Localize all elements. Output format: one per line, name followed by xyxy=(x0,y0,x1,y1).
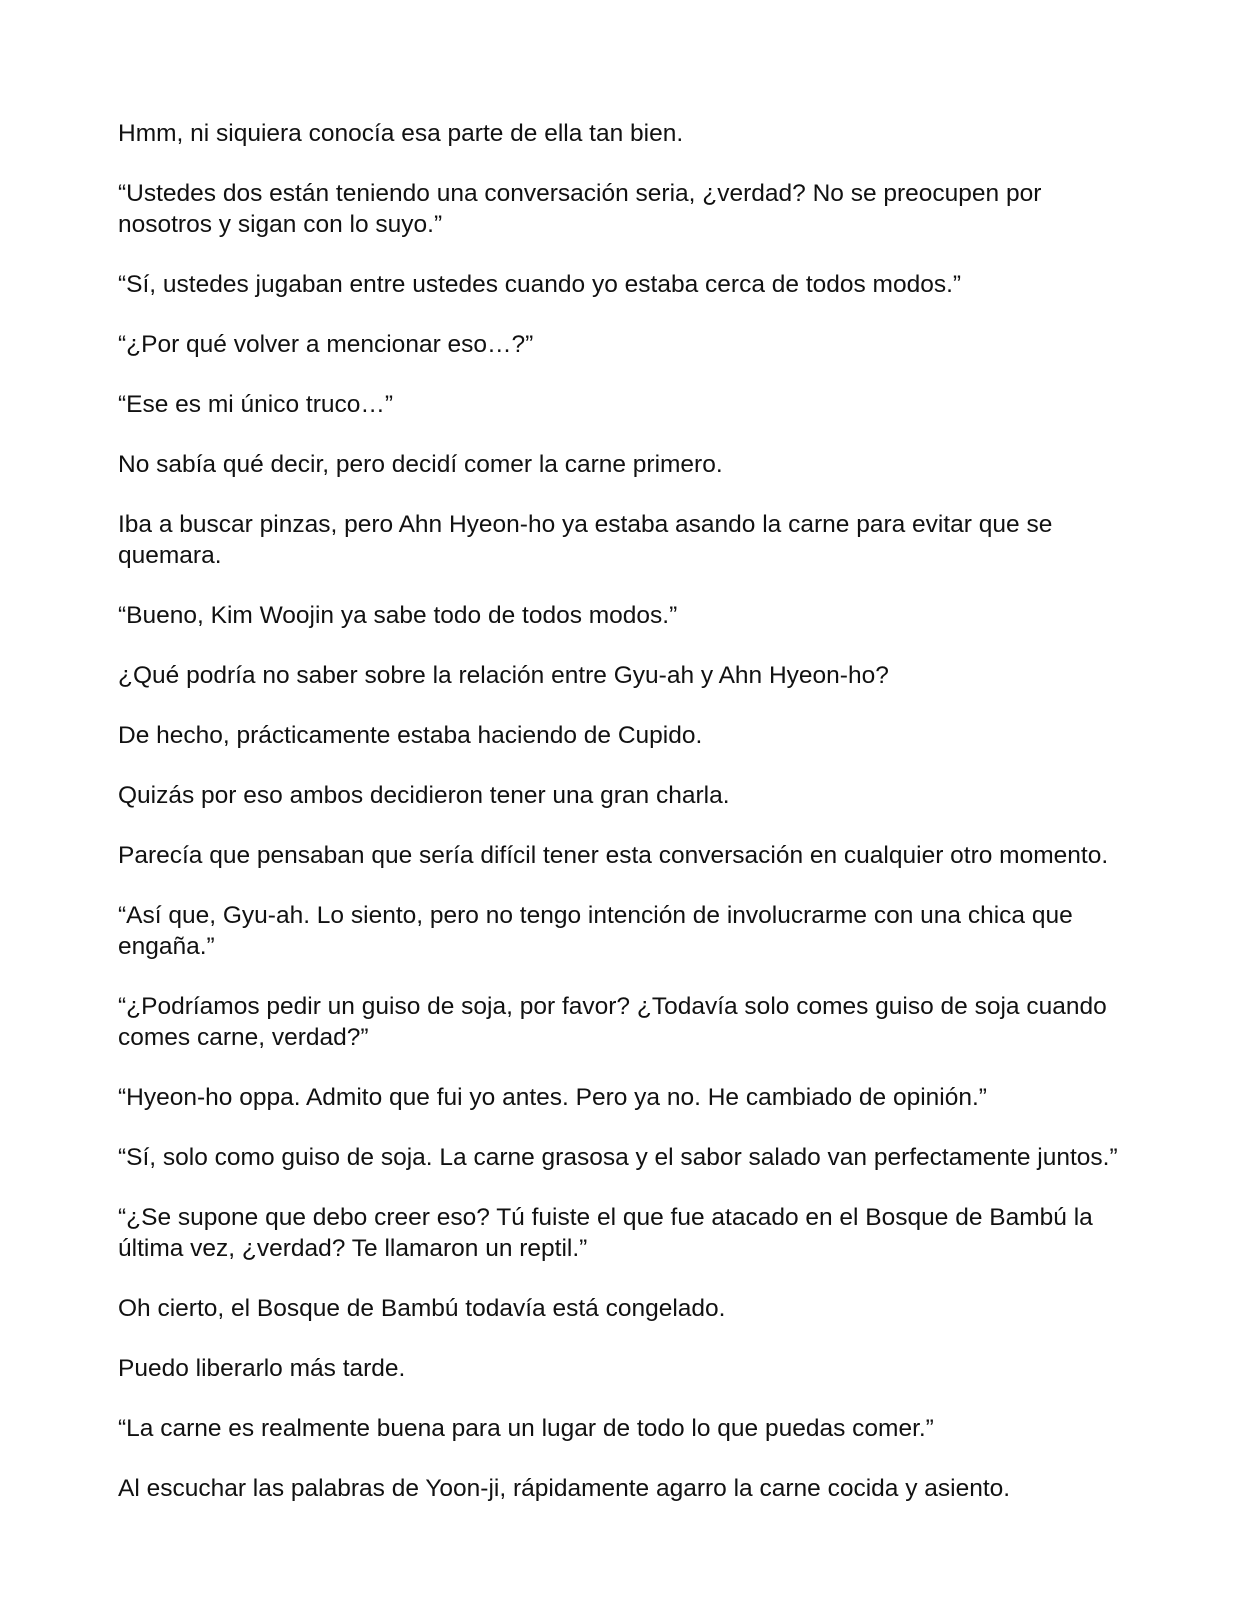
paragraph: Hmm, ni siquiera conocía esa parte de ella tan bien. xyxy=(118,120,684,147)
paragraph: “Ese es mi único truco…” xyxy=(118,391,394,418)
paragraph: De hecho, prácticamente estaba haciendo de Cupido. xyxy=(118,722,703,749)
paragraph: “Sí, solo como guiso de soja. La carne grasosa y el sabor salado van perfectamente juntos.” xyxy=(118,1144,1118,1171)
paragraph: Al escuchar las palabras de Yoon-ji, rápidamente agarro la carne cocida y asiento. xyxy=(118,1475,1011,1502)
paragraph: “La carne es realmente buena para un lugar de todo lo que puedas comer.” xyxy=(118,1415,934,1442)
paragraph: Iba a buscar pinzas, pero Ahn Hyeon-ho ya estaba asando la carne para evitar que se quemara. xyxy=(118,511,1053,569)
paragraph: Parecía que pensaban que sería difícil tener esta conversación en cualquier otro momento. xyxy=(118,842,1109,869)
paragraph: “Hyeon-ho oppa. Admito que fui yo antes. Pero ya no. He cambiado de opinión.” xyxy=(118,1084,987,1111)
paragraph: “Ustedes dos están teniendo una conversación seria, ¿verdad? No se preocupen por nosotros y sigan con lo suyo.” xyxy=(118,180,1042,238)
paragraph: “Sí, ustedes jugaban entre ustedes cuando yo estaba cerca de todos modos.” xyxy=(118,271,962,298)
paragraph: “Bueno, Kim Woojin ya sabe todo de todos modos.” xyxy=(118,602,678,629)
paragraph: Puedo liberarlo más tarde. xyxy=(118,1355,406,1382)
paragraph: Oh cierto, el Bosque de Bambú todavía está congelado. xyxy=(118,1295,726,1322)
paragraph: No sabía qué decir, pero decidí comer la carne primero. xyxy=(118,451,723,478)
paragraph: “Así que, Gyu-ah. Lo siento, pero no tengo intención de involucrarme con una chica que engaña.” xyxy=(118,902,1073,960)
paragraph: Quizás por eso ambos decidieron tener una gran charla. xyxy=(118,782,730,809)
paragraph: “¿Por qué volver a mencionar eso…?” xyxy=(118,331,534,358)
paragraph: “¿Se supone que debo creer eso? Tú fuiste el que fue atacado en el Bosque de Bambú la última vez, ¿verdad? Te llamaron un reptil.” xyxy=(118,1204,1093,1262)
paragraph: “¿Podríamos pedir un guiso de soja, por favor? ¿Todavía solo comes guiso de soja cuando comes carne, verdad?” xyxy=(118,993,1107,1051)
document-body xyxy=(118,118,1128,1533)
paragraph: ¿Qué podría no saber sobre la relación entre Gyu-ah y Ahn Hyeon-ho? xyxy=(118,662,889,689)
